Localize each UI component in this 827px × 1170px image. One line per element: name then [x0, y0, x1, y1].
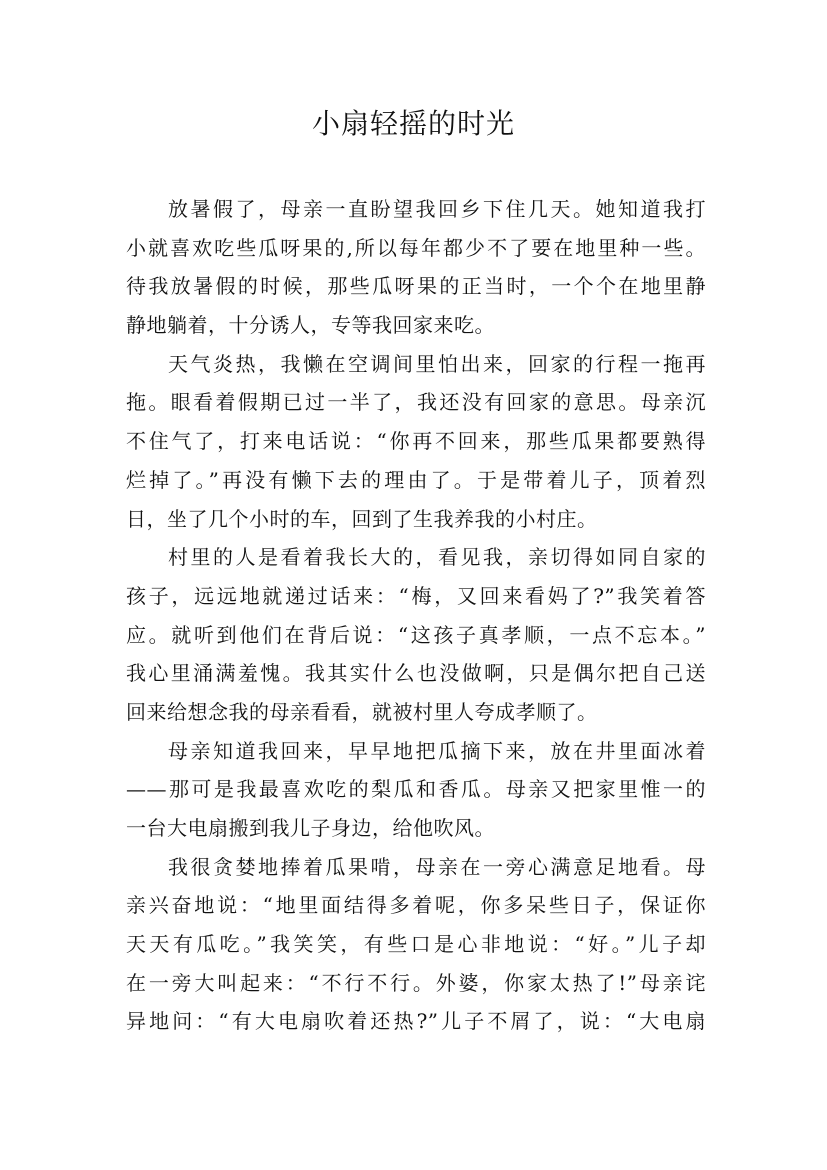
paragraph-line: 异地问：“有大电扇吹着还热?”儿子不屑了，说：“大电扇 — [126, 1009, 706, 1034]
document-body — [126, 190, 706, 1041]
paragraph-line: ——那可是我最喜欢吃的梨瓜和香瓜。母亲又把家里惟一的 — [126, 777, 706, 802]
paragraph-line: 母亲知道我回来，早早地把瓜摘下来，放在井里面冰着 — [168, 738, 706, 763]
paragraph-line: 天天有瓜吃。”我笑笑，有些口是心非地说：“好。”儿子却 — [126, 932, 706, 957]
paragraph-line: 我心里涌满羞愧。我其实什么也没做啊，只是偶尔把自己送 — [126, 661, 706, 686]
paragraph-line: 待我放暑假的时候，那些瓜呀果的正当时，一个个在地里静 — [126, 274, 706, 299]
paragraph-line: 在一旁大叫起来：“不行不行。外婆，你家太热了!”母亲诧 — [126, 970, 706, 995]
paragraph-line: 不住气了，打来电话说：“你再不回来，那些瓜果都要熟得 — [126, 429, 706, 454]
document-title: 小扇轻摇的时光 — [311, 107, 515, 140]
paragraph-line: 孩子，远远地就递过话来：“梅，又回来看妈了?”我笑着答 — [126, 583, 706, 608]
paragraph-line: 天气炎热，我懒在空调间里怕出来，回家的行程一拖再 — [168, 351, 706, 376]
paragraph-1 — [126, 190, 706, 345]
paragraph-3 — [126, 538, 706, 731]
paragraph-line: 一台大电扇搬到我儿子身边，给他吹风。 — [126, 816, 495, 840]
paragraph-line: 小就喜欢吃些瓜呀果的,所以每年都少不了要在地里种一些。 — [126, 235, 706, 260]
paragraph-line: 放暑假了，母亲一直盼望我回乡下住几天。她知道我打 — [168, 197, 706, 221]
paragraph-line: 拖。眼看着假期已过一半了，我还没有回家的意思。母亲沉 — [126, 390, 706, 415]
paragraph-line: 静地躺着，十分诱人，专等我回家来吃。 — [126, 313, 495, 338]
paragraph-line: 村里的人是看着我长大的，看见我，亲切得如同自家的 — [168, 545, 706, 570]
paragraph-2 — [126, 345, 706, 538]
paragraph-line: 回来给想念我的母亲看看，就被村里人夸成孝顺了。 — [126, 699, 598, 724]
paragraph-line: 亲兴奋地说：“地里面结得多着呢，你多呆些日子，保证你 — [126, 893, 706, 918]
paragraph-5 — [126, 848, 706, 1041]
paragraph-line: 日，坐了几个小时的车，回到了生我养我的小村庄。 — [126, 506, 598, 531]
paragraph-line: 烂掉了。”再没有懒下去的理由了。于是带着儿子，顶着烈 — [126, 467, 706, 492]
paragraph-4 — [126, 732, 706, 848]
paragraph-line: 应。就听到他们在背后说：“这孩子真孝顺，一点不忘本。” — [126, 622, 706, 647]
paragraph-line: 我很贪婪地捧着瓜果啃，母亲在一旁心满意足地看。母 — [168, 854, 706, 879]
